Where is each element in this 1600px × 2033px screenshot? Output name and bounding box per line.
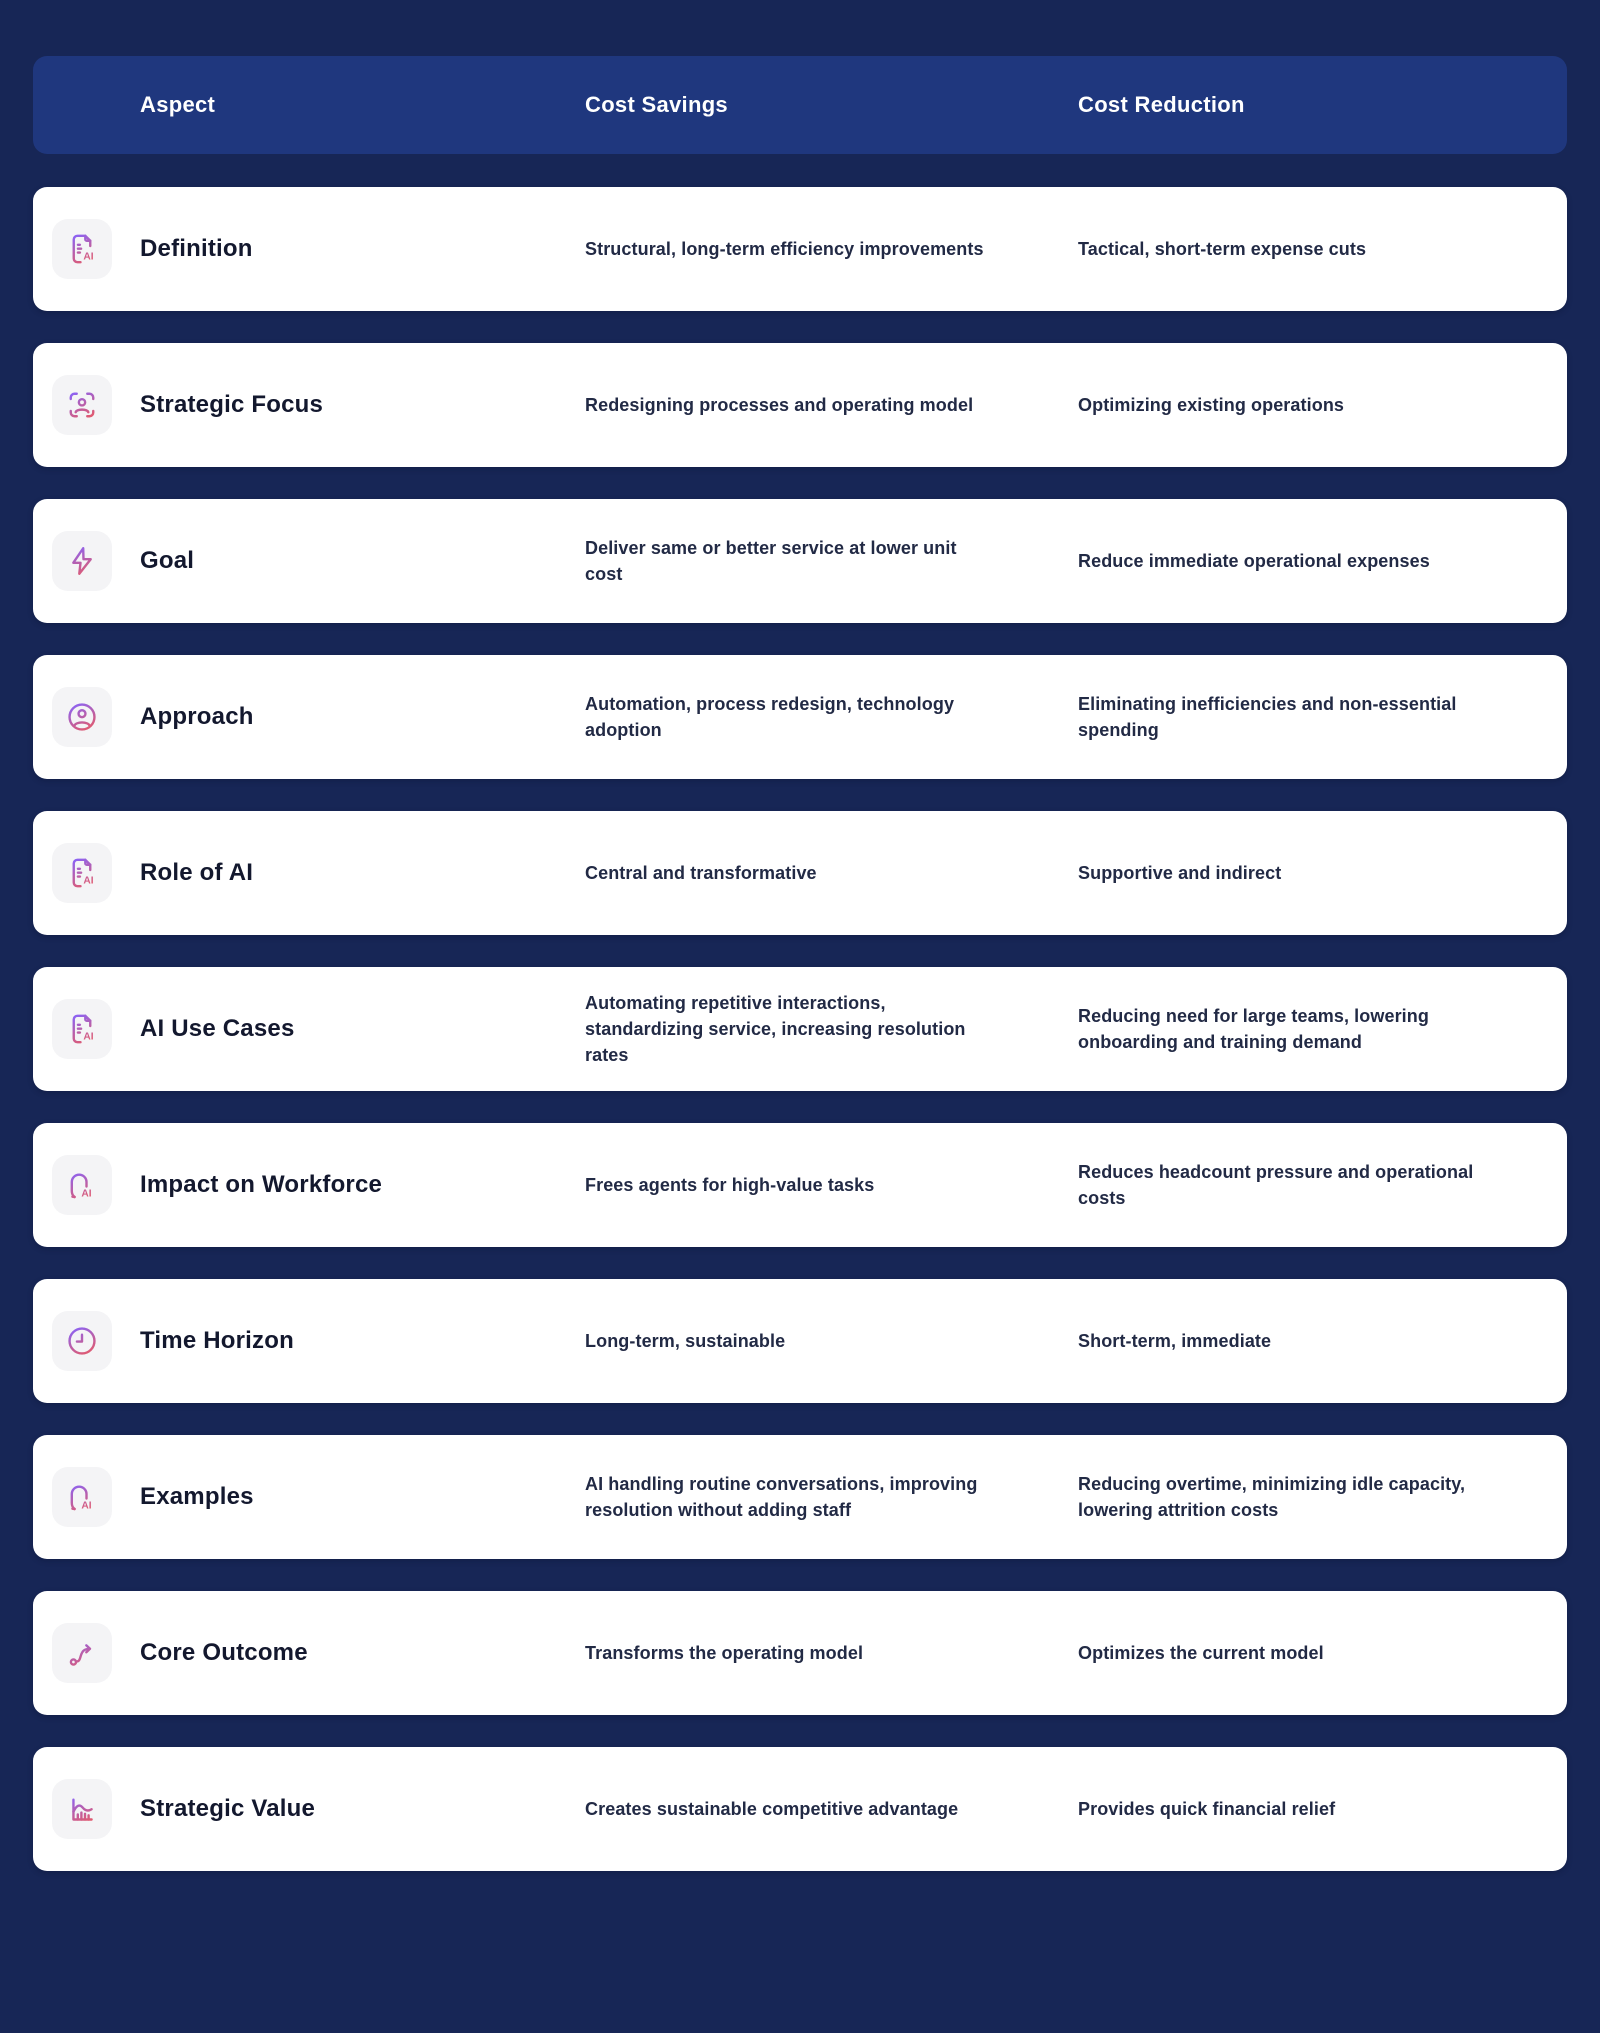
aspect-title: Approach: [140, 703, 254, 730]
svg-text:AI: AI: [83, 251, 94, 263]
cost-reduction-cell: Provides quick financial relief: [1078, 1799, 1336, 1819]
cost-reduction-cell: Eliminating inefficiencies and non-essential spending: [1078, 694, 1457, 740]
icon-tile: [52, 375, 112, 435]
aspect-title: Core Outcome: [140, 1639, 308, 1666]
cost-savings-cell: Deliver same or better service at lower unit cost: [585, 538, 957, 584]
aspect-title: Role of AI: [140, 859, 254, 886]
header-cost-reduction: Cost Reduction: [1078, 92, 1245, 117]
aspect-cell: [33, 531, 585, 591]
aspect-cell: [33, 843, 585, 903]
cost-reduction-cell: Optimizing existing operations: [1078, 395, 1345, 415]
table-row: [33, 1591, 1567, 1715]
aspect-cell: [33, 687, 585, 747]
icon-tile: [52, 1779, 112, 1839]
header-aspect: Aspect: [140, 92, 216, 117]
cost-reduction-cell: Reducing need for large teams, lowering onboarding and training demand: [1078, 1006, 1429, 1052]
icon-tile: [52, 219, 112, 279]
cost-savings-cell: Redesigning processes and operating model: [585, 395, 974, 415]
aspect-title: Strategic Value: [140, 1795, 316, 1822]
aspect-title: AI Use Cases: [140, 1015, 295, 1042]
icon-tile: [52, 1311, 112, 1371]
face-scan-icon: [64, 387, 100, 423]
voice-ai-icon: [64, 1479, 100, 1515]
aspect-cell: [33, 1155, 585, 1215]
table-row: [33, 811, 1567, 935]
aspect-cell: [33, 1467, 585, 1527]
aspect-title: Goal: [140, 547, 195, 574]
voice-ai-icon: [64, 1167, 100, 1203]
lightning-icon: [64, 543, 100, 579]
aspect-title: Strategic Focus: [140, 391, 324, 418]
cost-savings-cell: Creates sustainable competitive advantage: [585, 1799, 959, 1819]
document-ai-icon: [64, 231, 100, 267]
cost-reduction-cell: Reduces headcount pressure and operational costs: [1078, 1162, 1474, 1208]
cost-savings-cell: AI handling routine conversations, improving resolution without adding staff: [585, 1474, 978, 1520]
icon-tile: [52, 999, 112, 1059]
cost-reduction-cell: Short-term, immediate: [1078, 1331, 1272, 1351]
document-ai-icon: [64, 855, 100, 891]
comparison-table-body: [0, 187, 1600, 1871]
svg-text:AI: AI: [83, 875, 94, 887]
cost-savings-cell: Automation, process redesign, technology adoption: [585, 694, 955, 740]
svg-text:AI: AI: [81, 1500, 92, 1512]
header-cost-savings: Cost Savings: [585, 92, 728, 117]
table-row: [33, 343, 1567, 467]
route-arrow-icon: [64, 1635, 100, 1671]
table-row: [33, 1435, 1567, 1559]
svg-text:AI: AI: [81, 1188, 92, 1200]
table-row: [33, 499, 1567, 623]
table-row: [33, 1279, 1567, 1403]
cost-reduction-cell: Supportive and indirect: [1078, 863, 1282, 883]
user-circle-icon: [64, 699, 100, 735]
cost-savings-cell: Automating repetitive interactions, standardizing service, increasing resolution rates: [585, 993, 966, 1065]
table-row: [33, 655, 1567, 779]
table-row: [33, 1747, 1567, 1871]
aspect-cell: [33, 375, 585, 435]
aspect-title: Examples: [140, 1483, 254, 1510]
aspect-cell: [33, 1623, 585, 1683]
aspect-title: Definition: [140, 235, 253, 262]
cost-reduction-cell: Tactical, short-term expense cuts: [1078, 239, 1367, 259]
table-row: [33, 1123, 1567, 1247]
cost-savings-cell: Long-term, sustainable: [585, 1331, 786, 1351]
cost-savings-cell: Frees agents for high-value tasks: [585, 1175, 875, 1195]
aspect-cell: [33, 999, 585, 1059]
aspect-cell: [33, 219, 585, 279]
table-row: [33, 187, 1567, 311]
icon-tile: [52, 531, 112, 591]
icon-tile: [52, 1623, 112, 1683]
aspect-cell: [33, 1779, 585, 1839]
icon-tile: [52, 687, 112, 747]
chart-distribution-icon: [64, 1791, 100, 1827]
clock-icon: [64, 1323, 100, 1359]
cost-savings-cell: Central and transformative: [585, 863, 817, 883]
cost-reduction-cell: Reduce immediate operational expenses: [1078, 551, 1430, 571]
icon-tile: [52, 843, 112, 903]
cost-savings-cell: Transforms the operating model: [585, 1643, 864, 1663]
document-ai-icon: [64, 1011, 100, 1047]
svg-text:AI: AI: [83, 1031, 94, 1043]
icon-tile: [52, 1467, 112, 1527]
cost-savings-cell: Structural, long-term efficiency improvements: [585, 239, 984, 259]
icon-tile: [52, 1155, 112, 1215]
table-header: [33, 56, 1567, 154]
cost-reduction-cell: Reducing overtime, minimizing idle capacity, lowering attrition costs: [1078, 1474, 1466, 1520]
aspect-cell: [33, 1311, 585, 1371]
table-row: [33, 967, 1567, 1091]
aspect-title: Time Horizon: [140, 1327, 294, 1354]
cost-reduction-cell: Optimizes the current model: [1078, 1643, 1324, 1663]
aspect-title: Impact on Workforce: [140, 1171, 383, 1198]
